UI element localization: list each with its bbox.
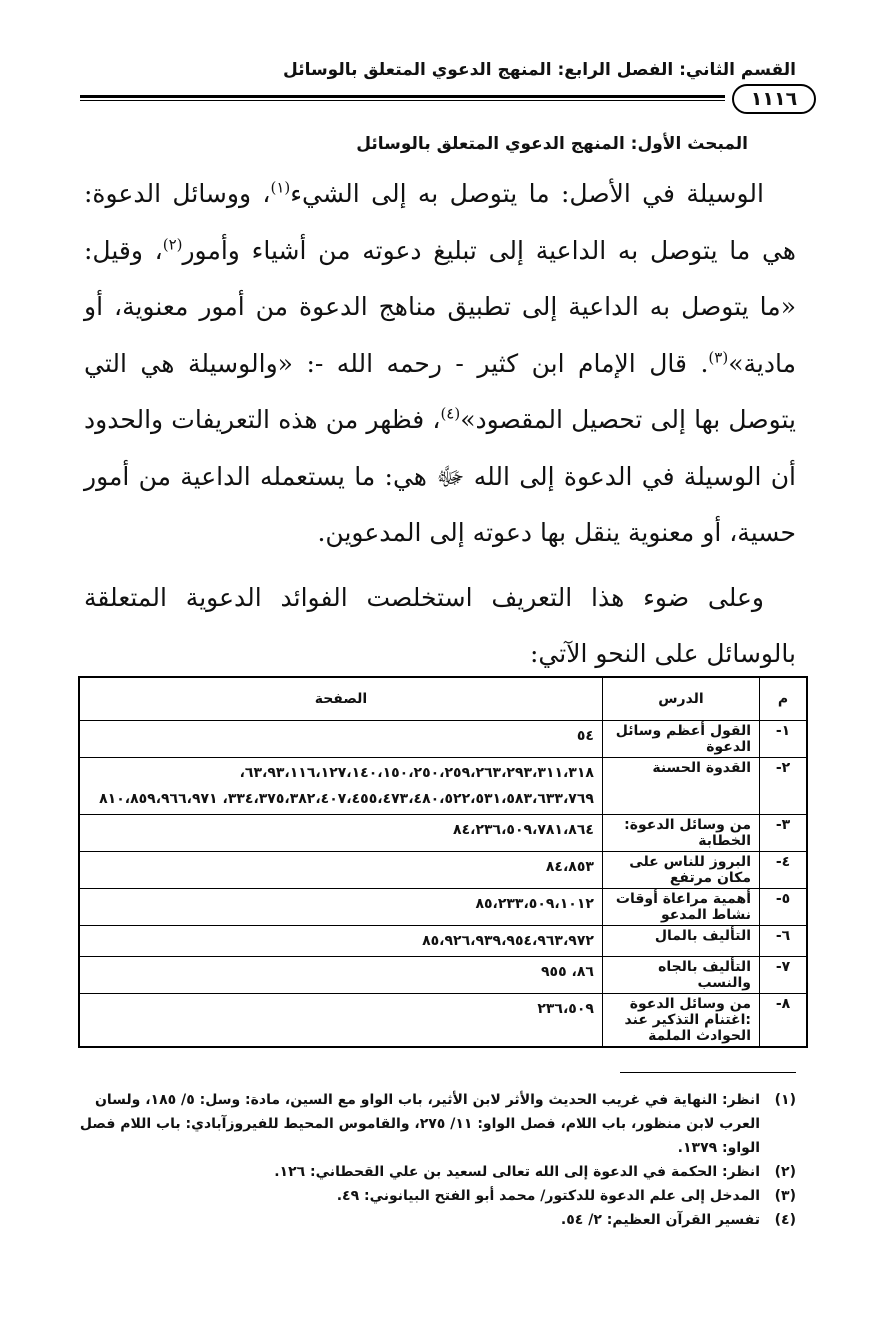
footnote-key: (٤) (774, 1212, 796, 1228)
text-run: ، فظهر من هذه التعريفات والحدود أن الوسيلة في الدعوة إلى الله ﷻ هي: ما يستعمله الداعية من أمور حسية، أو معنوية ينقل بها دعوته إلى المدعوين. (84, 405, 796, 547)
row-pages: ٨٦، ٩٥٥ (79, 957, 602, 994)
footnote (76, 1088, 796, 1160)
row-lesson: القدوة الحسنة (602, 758, 759, 815)
footnote (76, 1208, 796, 1232)
text-run: الوسيلة في الأصل: ما يتوصل به إلى الشيء (290, 179, 764, 208)
section-title: المبحث الأول: المنهج الدعوي المتعلق بالوسائل (356, 134, 748, 154)
row-num: ٤- (760, 852, 808, 889)
table-row (79, 994, 807, 1048)
row-num: ٥- (760, 889, 808, 926)
footnote (76, 1184, 796, 1208)
row-pages: ٨٤،٨٥٣ (79, 852, 602, 889)
footnote-ref[interactable]: (١) (270, 178, 291, 197)
row-lesson: من وسائل الدعوة: الخطابة (602, 815, 759, 852)
running-header: القسم الثاني: الفصل الرابع: المنهج الدعوي المتعلق بالوسائل (283, 60, 796, 80)
lessons-table (78, 676, 808, 1048)
row-num: ٢- (760, 758, 808, 815)
table-row (79, 889, 807, 926)
text-run: ، وقيل: «ما يتوصل به الداعية إلى تطبيق مناهج الدعوة من أمور معنوية، أو مادية» (84, 235, 796, 378)
footnote-text: تفسير القرآن العظيم: ٢/ ٥٤. (560, 1212, 760, 1228)
footnote-text: المدخل إلى علم الدعوة للدكتور/ محمد أبو الفتح البيانوني: ٤٩. (336, 1188, 760, 1204)
page-number: ١١١٦ (732, 84, 816, 114)
table-header-row (79, 677, 807, 721)
body-text (84, 166, 796, 683)
row-lesson: من وسائل الدعوة :اغتنام التذكير عند الحوادث الملمة (602, 994, 759, 1048)
row-lesson: البروز للناس على مكان مرتفع (602, 852, 759, 889)
footnote-ref[interactable]: (٢) (162, 235, 183, 254)
text-run: ، ووسائل الدعوة: هي ما يتوصل به الداعية إلى تبليغ دعوته من أشياء وأمور (84, 179, 796, 265)
row-lesson: التأليف بالمال (602, 926, 759, 957)
table-row (79, 852, 807, 889)
footnote-ref[interactable]: (٤) (440, 404, 461, 423)
footnote-text: انظر: الحكمة في الدعوة إلى الله تعالى لسعيد بن علي القحطاني: ١٢٦. (274, 1164, 760, 1180)
row-pages: ٥٤ (79, 721, 602, 758)
row-pages: ٦٣،٩٣،١١٦،١٢٧،١٤٠،١٥٠،٢٥٠،٢٥٩،٢٦٣،٢٩٣،٣١١،٣١٨، ٣٣٤،٣٧٥،٣٨٢،٤٠٧،٤٥٥،٤٧٣،٤٨٠،٥٢٢،٥٣١،٥٨٣،٦٣٣،٧٦٩، ٨١٠،٨٥٩،٩٦٦،٩٧١ (79, 758, 602, 815)
footnote-key: (١) (774, 1092, 796, 1108)
footnote-ref[interactable]: (٣) (708, 348, 729, 367)
row-lesson: التأليف بالجاه والنسب (602, 957, 759, 994)
footnote-key: (٣) (774, 1188, 796, 1204)
footnote-separator (620, 1072, 796, 1073)
row-num: ٦- (760, 926, 808, 957)
row-num: ٨- (760, 994, 808, 1048)
text-run: . قال الإمام ابن كثير - رحمه الله -: «والوسيلة هي التي يتوصل بها إلى تحصيل المقصود» (84, 348, 796, 434)
row-num: ٧- (760, 957, 808, 994)
table-row (79, 758, 807, 815)
header-pages: الصفحة (79, 677, 602, 721)
paragraph-definition (84, 166, 796, 562)
header-num: م (760, 677, 808, 721)
footnote-text: انظر: النهاية في غريب الحديث والأثر لابن الأثير، باب الواو مع السين، مادة: وسل: ٥/ ١٨٥، ولسان العرب لابن منظور، باب اللام، فصل الواو: ١١/ ٢٧٥، والقاموس المحيط للفيروزآبادي: باب اللام فصل الواو: ١٣٧٩. (79, 1092, 760, 1156)
row-pages: ٨٤،٢٣٦،٥٠٩،٧٨١،٨٦٤ (79, 815, 602, 852)
row-num: ١- (760, 721, 808, 758)
table-row (79, 815, 807, 852)
row-lesson: أهمية مراعاة أوقات نشاط المدعو (602, 889, 759, 926)
paragraph-intro: وعلى ضوء هذا التعريف استخلصت الفوائد الدعوية المتعلقة بالوسائل على النحو الآتي: (84, 582, 796, 668)
row-pages: ٨٥،٩٢٦،٩٣٩،٩٥٤،٩٦٣،٩٧٢ (79, 926, 602, 957)
row-lesson: القول أعظم وسائل الدعوة (602, 721, 759, 758)
header-rule (80, 95, 725, 101)
row-num: ٣- (760, 815, 808, 852)
table-row (79, 957, 807, 994)
row-pages: ٢٣٦،٥٠٩ (79, 994, 602, 1048)
table-row (79, 926, 807, 957)
header-lesson: الدرس (602, 677, 759, 721)
row-pages: ٨٥،٢٣٣،٥٠٩،١٠١٢ (79, 889, 602, 926)
footnotes (76, 1088, 796, 1232)
footnote (76, 1160, 796, 1184)
table-row (79, 721, 807, 758)
footnote-key: (٢) (774, 1164, 796, 1180)
